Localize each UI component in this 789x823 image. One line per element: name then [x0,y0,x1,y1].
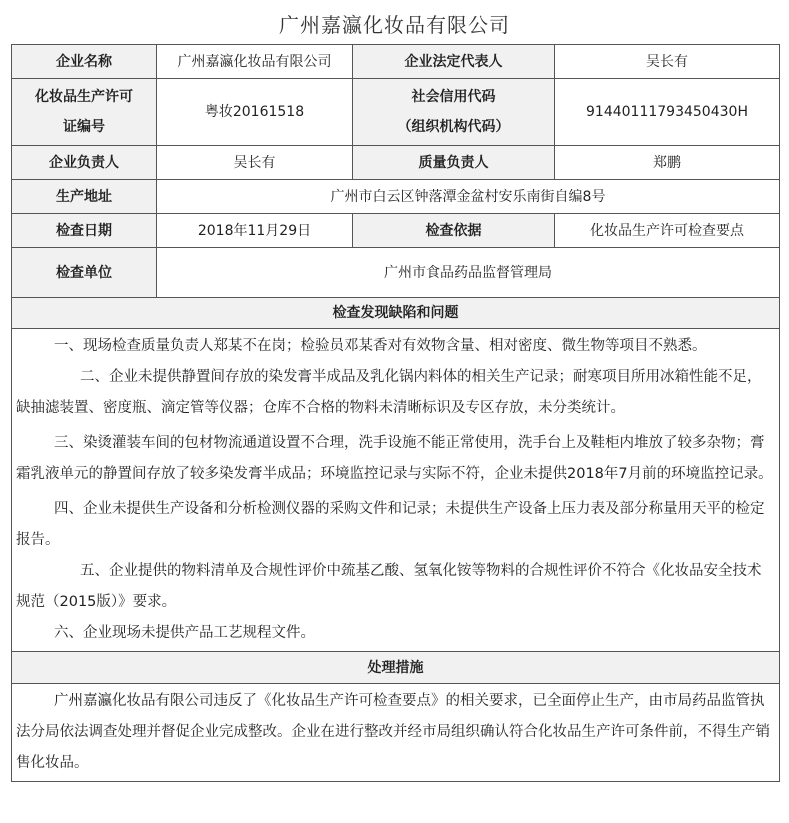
license-label [12,79,157,146]
basis-label: 检查依据 [353,214,555,248]
manager-value: 吴长有 [157,146,353,180]
quality-label: 质量负责人 [353,146,555,180]
measures-cell [12,684,780,782]
findings-list [12,329,780,652]
table-row [12,684,780,782]
table-row [12,79,780,146]
license-label-line1: 化妆品生产许可 [35,89,133,105]
credit-label-line1: 社会信用代码 [411,89,496,105]
table-row [12,214,780,248]
date-label: 检查日期 [12,214,157,248]
credit-label [353,79,555,146]
measures-text: 广州嘉瀛化妆品有限公司违反了《化妆品生产许可检查要点》的相关要求，已全面停止生产，由市局药品监管执法分局依法调查处理并督促企业完成整改。企业在进行整改并经市局组织确认符合化妆品生产许可条件前，不得生产销售化妆品。 [16,693,770,771]
finding-item: 六、企业现场未提供产品工艺规程文件。 [54,625,315,641]
unit-label: 检查单位 [12,248,157,298]
table-row [12,248,780,298]
table-row [12,146,780,180]
table-row [12,329,780,652]
table-row [12,298,780,329]
credit-label-line2: （组织机构代码） [397,119,510,135]
license-label-line2: 证编号 [63,119,105,135]
table-row [12,45,780,79]
table-row [12,652,780,684]
findings-heading: 检查发现缺陷和问题 [12,298,780,329]
basis-value: 化妆品生产许可检查要点 [555,214,780,248]
table-row [12,180,780,214]
address-value: 广州市白云区钟落潭金盆村安乐南街自编8号 [157,180,780,214]
inspection-table [11,44,780,782]
finding-item: 二、企业未提供静置间存放的染发膏半成品及乳化锅内料体的相关生产记录；耐寒项目所用冰箱性能不足，缺抽滤装置、密度瓶、滴定管等仪器；仓库不合格的物料未清晰标识及专区存放，未分类统计。 [16,369,762,416]
company-value: 广州嘉瀛化妆品有限公司 [157,45,353,79]
legal-rep-value: 吴长有 [555,45,780,79]
measures-heading: 处理措施 [12,652,780,684]
company-label: 企业名称 [12,45,157,79]
address-label: 生产地址 [12,180,157,214]
date-value: 2018年11月29日 [157,214,353,248]
credit-value: 91440111793450430H [555,79,780,146]
license-value: 粤妆20161518 [157,79,353,146]
manager-label: 企业负责人 [12,146,157,180]
legal-rep-label: 企业法定代表人 [353,45,555,79]
finding-item: 五、企业提供的物料清单及合规性评价中巯基乙酸、氢氧化铵等物料的合规性评价不符合《化妆品安全技术规范（2015版）》要求。 [16,563,762,610]
page-title: 广州嘉瀛化妆品有限公司 [279,13,510,37]
finding-item: 四、企业未提供生产设备和分析检测仪器的采购文件和记录；未提供生产设备上压力表及部分称量用天平的检定报告。 [16,501,765,548]
quality-value: 郑鹏 [555,146,780,180]
finding-item: 三、染烫灌装车间的包材物流通道设置不合理，洗手设施不能正常使用，洗手台上及鞋柜内堆放了较多杂物；膏霜乳液单元的静置间存放了较多染发膏半成品；环境监控记录与实际不符，企业未提供2018年7月前的环境监控记录。 [16,435,773,482]
unit-value: 广州市食品药品监督管理局 [157,248,780,298]
finding-item: 一、现场检查质量负责人郑某不在岗；检验员邓某香对有效物含量、相对密度、微生物等项目不熟悉。 [54,338,707,354]
